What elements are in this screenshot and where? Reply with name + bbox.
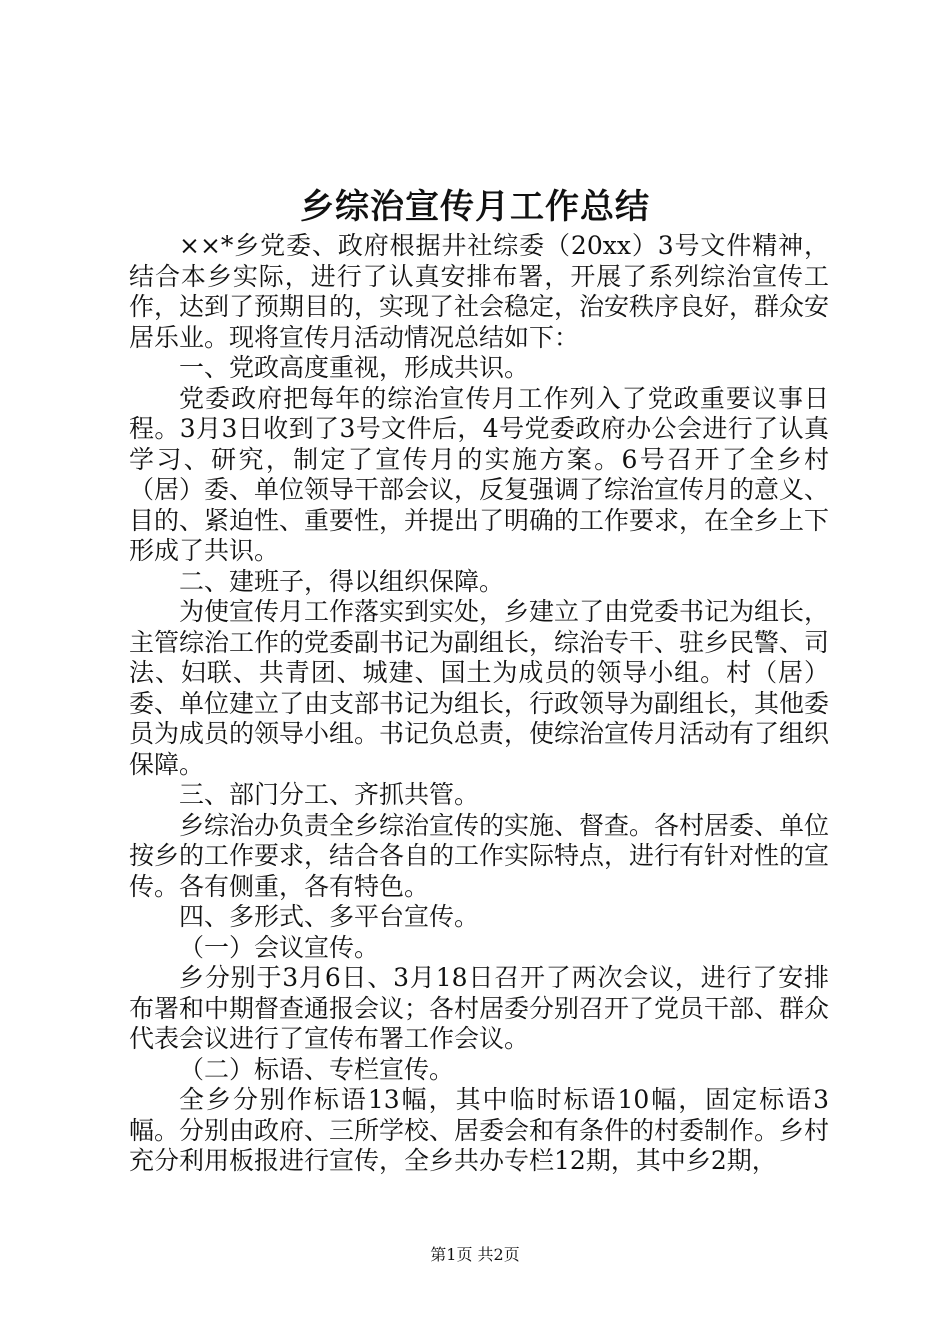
document-body [129, 231, 829, 1177]
paragraph-section-3: 乡综治办负责全乡综治宣传的实施、督查。各村居委、单位按乡的工作要求，结合各自的工作实际特点，进行有针对性的宣传。各有侧重，各有特色。 [129, 810, 830, 901]
section-heading-3: 三、部门分工、齐抓共管。 [179, 780, 480, 809]
paragraph-intro: ××*乡党委、政府根据井社综委（20xx）3号文件精神，结合本乡实际，进行了认真安排布署，开展了系列综治宣传工作，达到了预期目的，实现了社会稳定，治安秩序良好，群众安居乐业。现将宣传月活动情况总结如下： [129, 231, 830, 352]
paragraph-subsection-1: 乡分别于3月6日、3月18日召开了两次会议，进行了安排布署和中期督查通报会议；各村居委分别召开了党员干部、群众代表会议进行了宣传布署工作会议。 [129, 963, 830, 1053]
subsection-heading-2: （二）标语、专栏宣传。 [179, 1054, 455, 1084]
section-heading-1: 一、党政高度重视，形成共识。 [179, 353, 530, 382]
page-footer: 第1页 共2页 [430, 1245, 520, 1264]
section-heading-2: 二、建班子，得以组织保障。 [179, 566, 505, 596]
subsection-heading-1: （一）会议宣传。 [179, 932, 380, 962]
paragraph-section-1: 党委政府把每年的综治宣传月工作列入了党政重要议事日程。3月3日收到了3号文件后，4号党委政府办公会进行了认真学习、研究，制定了宣传月的实施方案。6号召开了全乡村（居）委、单位领导干部会议，反复强调了综治宣传月的意义、目的、紧迫性、重要性，并提出了明确的工作要求，在全乡上下形成了共识。 [129, 383, 830, 565]
document-title: 乡综治宣传月工作总结 [300, 187, 650, 227]
paragraph-subsection-2: 全乡分别作标语13幅，其中临时标语10幅，固定标语3幅。分别由政府、三所学校、居委会和有条件的村委制作。乡村充分利用板报进行宣传，全乡共办专栏12期，其中乡2期， [129, 1085, 830, 1175]
paragraph-section-2: 为使宣传月工作落实到实处，乡建立了由党委书记为组长，主管综治工作的党委副书记为副组长，综治专干、驻乡民警、司法、妇联、共青团、城建、国土为成员的领导小组。村（居）委、单位建立了由支部书记为组长，行政领导为副组长，其他委员为成员的领导小组。书记负总责，使综治宣传月活动有了组织保障。 [129, 597, 830, 779]
section-heading-4: 四、多形式、多平台宣传。 [179, 902, 480, 931]
